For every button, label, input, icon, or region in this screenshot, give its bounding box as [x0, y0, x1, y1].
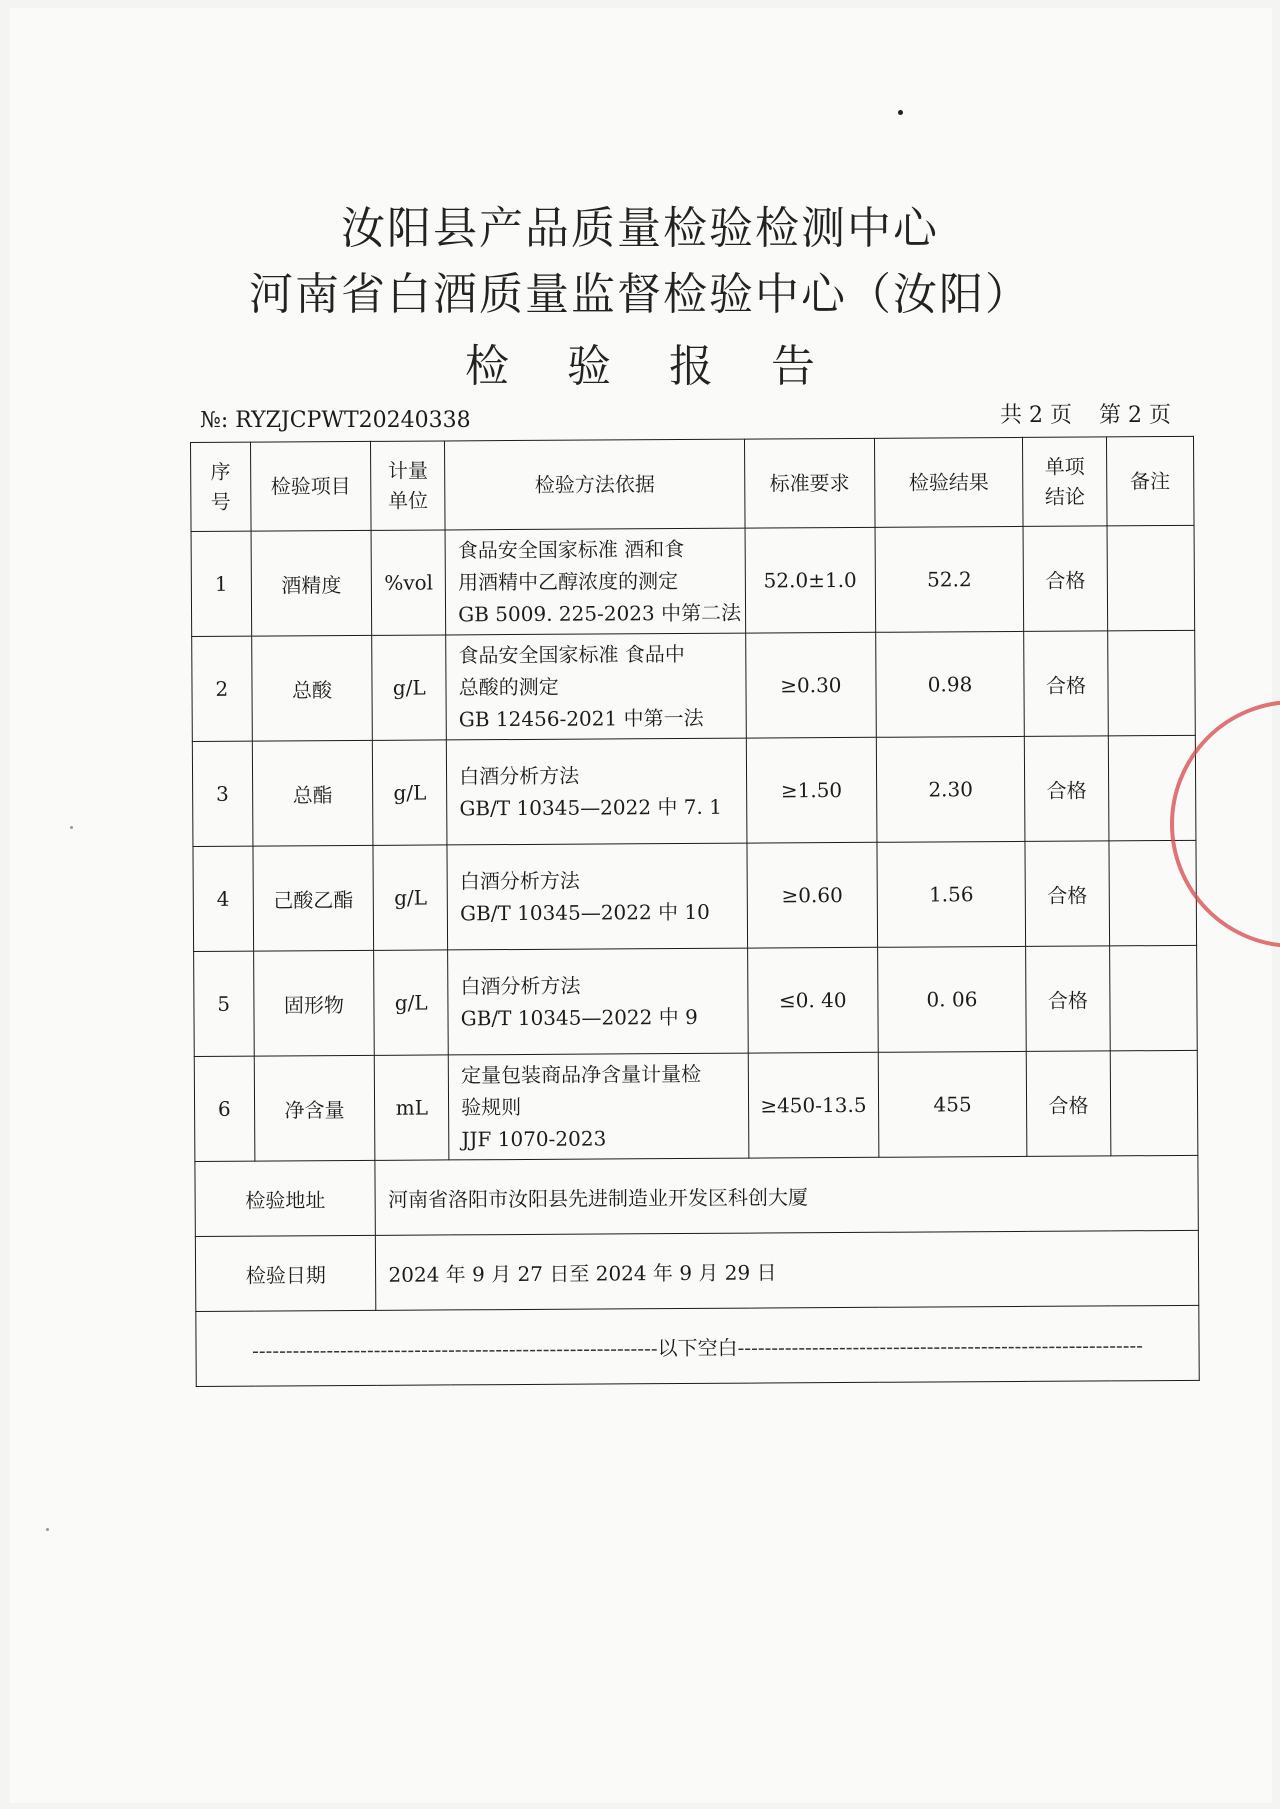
blank-row [196, 1305, 1199, 1386]
cell-conclusion: 合格 [1025, 841, 1109, 947]
page-total: 共 2 页 [1000, 403, 1072, 428]
speck [70, 826, 73, 829]
cell-item: 总酸 [251, 635, 372, 741]
cell-seq: 2 [192, 636, 252, 741]
cell-conclusion: 合格 [1024, 631, 1108, 737]
date-label: 检验日期 [195, 1235, 376, 1311]
report-number: №: RYZJCPWT20240338 [200, 408, 471, 433]
cell-seq: 6 [194, 1056, 254, 1161]
cell-result: 1.56 [877, 841, 1026, 947]
cell-seq: 5 [194, 951, 254, 1056]
date-row [195, 1230, 1198, 1311]
page-current: 第 2 页 [1098, 403, 1171, 428]
header-standard: 标准要求 [745, 438, 875, 528]
table-row [192, 630, 1196, 741]
dash-line-right: ------------------------------------------------------------ [737, 1332, 1144, 1360]
cell-result: 2.30 [876, 736, 1025, 842]
cell-item: 己酸乙酯 [253, 845, 374, 951]
header-conclusion: 单项 结论 [1023, 437, 1107, 527]
address-row [195, 1155, 1198, 1236]
header-unit: 计量 单位 [371, 441, 445, 530]
cell-method: 白酒分析方法 GB/T 10345—2022 中 9 [448, 948, 748, 1055]
cell-result: 0. 06 [877, 946, 1026, 1052]
cell-remark [1107, 525, 1195, 631]
table-row [192, 735, 1196, 846]
cell-result: 52.2 [875, 526, 1024, 632]
cell-unit: g/L [373, 740, 447, 845]
cell-standard: ≥0.60 [747, 842, 877, 948]
header-item: 检验项目 [250, 441, 371, 531]
table-row [194, 1050, 1198, 1161]
table-row [191, 525, 1195, 636]
cell-unit: %vol [371, 530, 445, 635]
date-value: 2024 年 9 月 27 日至 2024 年 9 月 29 日 [376, 1230, 1199, 1310]
document-title: 检 验 报 告 [465, 341, 837, 392]
header-remark: 备注 [1106, 436, 1194, 526]
cell-unit: g/L [372, 635, 446, 740]
table-row [193, 840, 1197, 951]
org-line-1: 汝阳县产品质量检验检测中心 [341, 203, 939, 254]
cell-unit: g/L [373, 845, 447, 950]
speck-dot [898, 110, 903, 115]
header-result: 检验结果 [874, 437, 1023, 527]
cell-method: 食品安全国家标准 食品中 总酸的测定 GB 12456-2021 中第一法 [446, 633, 746, 740]
header-seq: 序 号 [191, 442, 251, 531]
blank-note: 以下空白 [657, 1335, 738, 1360]
page-info [1000, 398, 1171, 429]
table-row [194, 945, 1198, 1056]
cell-standard: ≥450-13.5 [748, 1052, 878, 1158]
cell-conclusion: 合格 [1025, 736, 1109, 842]
cell-conclusion: 合格 [1023, 526, 1107, 632]
cell-seq: 4 [193, 846, 253, 951]
blank-cell [196, 1305, 1199, 1386]
cell-method: 白酒分析方法 GB/T 10345—2022 中 7. 1 [446, 738, 746, 845]
cell-seq: 1 [191, 531, 251, 636]
cell-method: 白酒分析方法 GB/T 10345—2022 中 10 [447, 843, 747, 950]
cell-method: 定量包装商品净含量计量检 验规则 JJF 1070-2023 [448, 1053, 748, 1160]
cell-unit: g/L [374, 950, 448, 1055]
address-value: 河南省洛阳市汝阳县先进制造业开发区科创大厦 [375, 1155, 1198, 1235]
address-label: 检验地址 [195, 1160, 376, 1236]
cell-seq: 3 [192, 741, 252, 846]
cell-result: 0.98 [875, 631, 1024, 737]
cell-remark [1109, 945, 1197, 1051]
cell-standard: ≤0. 40 [748, 947, 878, 1053]
table-header-row [191, 436, 1195, 531]
header-method: 检验方法依据 [445, 439, 745, 530]
cell-result: 455 [878, 1051, 1027, 1157]
org-line-2: 河南省白酒质量监督检验中心（汝阳） [249, 269, 1031, 320]
cell-standard: ≥1.50 [746, 737, 876, 843]
inspection-table [190, 436, 1200, 1387]
cell-remark [1110, 1050, 1198, 1156]
cell-item: 酒精度 [251, 530, 372, 636]
cell-conclusion: 合格 [1026, 946, 1110, 1052]
dash-line-left: ------------------------------------------------------------ [252, 1335, 658, 1363]
cell-method: 食品安全国家标准 酒和食 用酒精中乙醇浓度的测定 GB 5009. 225-2023 中第二法 [445, 528, 745, 635]
cell-remark [1107, 630, 1195, 736]
cell-standard: 52.0±1.0 [745, 527, 875, 633]
cell-unit: mL [375, 1055, 449, 1160]
cell-standard: ≥0.30 [746, 632, 876, 738]
cell-item: 固形物 [253, 950, 374, 1056]
cell-item: 净含量 [254, 1055, 375, 1161]
speck [46, 1528, 49, 1531]
cell-item: 总酯 [252, 740, 373, 846]
cell-conclusion: 合格 [1027, 1051, 1111, 1157]
